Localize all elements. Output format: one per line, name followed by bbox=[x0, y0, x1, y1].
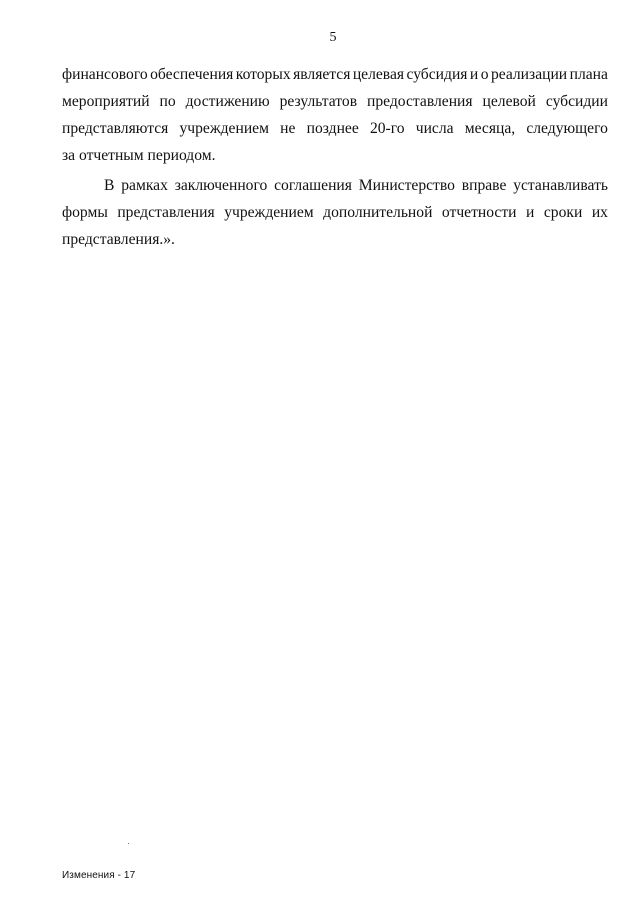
scan-speck bbox=[128, 843, 129, 844]
paragraph-line: представления.». bbox=[62, 231, 175, 248]
paragraph-line: за отчетным периодом. bbox=[62, 147, 216, 164]
document-body bbox=[62, 61, 608, 253]
paragraph-2 bbox=[62, 172, 608, 253]
paragraph-line: финансового обеспечения которых является целевая субсидия и о реализации плана bbox=[62, 66, 608, 83]
paragraph-1 bbox=[62, 61, 608, 169]
paragraph-line: В рамках заключенного соглашения Министерство вправе устанавливать bbox=[104, 177, 608, 194]
paragraph-line: формы представления учреждением дополнительной отчетности и сроки их bbox=[62, 204, 608, 221]
page-number: 5 bbox=[329, 30, 337, 45]
paragraph-line: мероприятий по достижению результатов предоставления целевой субсидии bbox=[62, 93, 608, 110]
paragraph-line: представляются учреждением не позднее 20-го числа месяца, следующего bbox=[62, 120, 608, 137]
footer-note: Изменения - 17 bbox=[62, 870, 136, 881]
